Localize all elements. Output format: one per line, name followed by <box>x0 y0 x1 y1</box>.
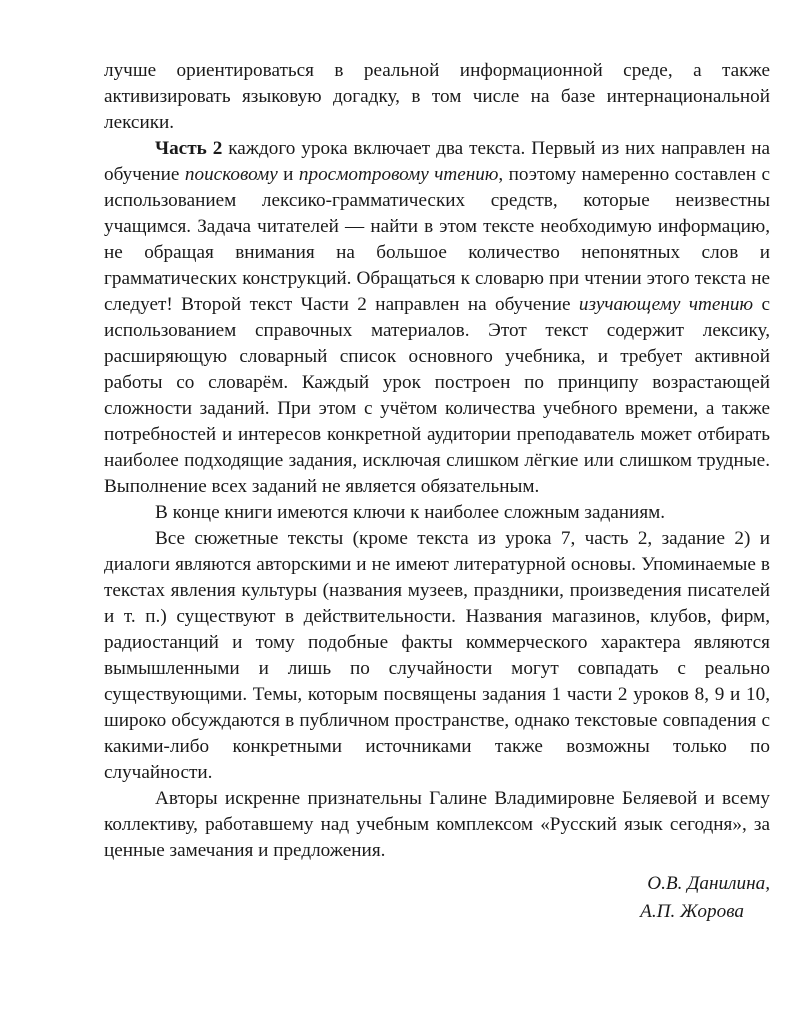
emphasis-search-reading: поисковому <box>184 164 278 185</box>
paragraph-keys: В конце книги имеются ключи к наиболее сложным заданиям. <box>155 502 666 523</box>
signature <box>104 870 770 926</box>
document-page <box>104 58 770 926</box>
text-run: и <box>277 164 299 185</box>
paragraph-texts-origin: Все сюжетные тексты (кроме текста из урока 7, часть 2, задание 2) и диалоги являются авторскими и не имеют литературной основы. Упоминаемые в текстах явления культуры (названия музеев, праздники, произведения писателей и т. п.) существуют в действительности. Названия магазинов, клубов, фирм, радиостанций и тому подобные факты коммерческого характера являются вымышленными и лишь по случайности могут совпадать с реально существующими. Темы, которым посвящены задания 1 части 2 уроков 8, 9 и 10, широко обсуждаются в публичном пространстве, однако текстовые совпадения с какими-либо конкретными источниками также возможны только по случайности. <box>104 528 770 783</box>
emphasis-study-reading: изучающему чтению <box>578 294 754 315</box>
author-2: А.П. Жорова <box>640 901 744 922</box>
paragraph-continuation: лучше ориентироваться в реальной информационной среде, а также активизировать языковую догадку, в том числе на базе интернациональной лексики. <box>104 60 770 133</box>
author-1: О.В. Данилина, <box>647 873 770 894</box>
text-run: с использованием справочных материалов. Этот текст содержит лексику, расширяющую словарный список основного учебника, и требует активной работы со словарём. Каждый урок построен по принципу возрастающей сложности заданий. При этом с учётом количества учебного времени, а также потребностей и интересов конкретной аудитории преподаватель может отбирать наиболее подходящие задания, исключая слишком лёгкие или слишком трудные. Выполнение всех заданий не является обязательным. <box>104 294 770 497</box>
text-run: каждого урока включает два текста. Первый из них направлен на обучение <box>104 138 770 185</box>
text-run: , поэтому намеренно составлен с использованием лексико-грамматических средств, которые неизвестны учащимся. Задача читателей — найти в этом тексте необходимую информацию, не обращая внимания на большое количество непонятных слов и грамматических конструкций. Обращаться к словарю при чтении этого текста не следует! Второй текст Части 2 направлен на обучение <box>104 164 770 315</box>
paragraph-acknowledgements: Авторы искренне признательны Галине Владимировне Беляевой и всему коллективу, работавшему над учебным комплексом «Русский язык сегодня», за ценные замечания и предложения. <box>104 788 770 861</box>
paragraph-part-2 <box>104 136 770 500</box>
part-2-heading: Часть 2 <box>155 138 223 159</box>
emphasis-skim-reading: просмотровому чтению <box>298 164 499 185</box>
